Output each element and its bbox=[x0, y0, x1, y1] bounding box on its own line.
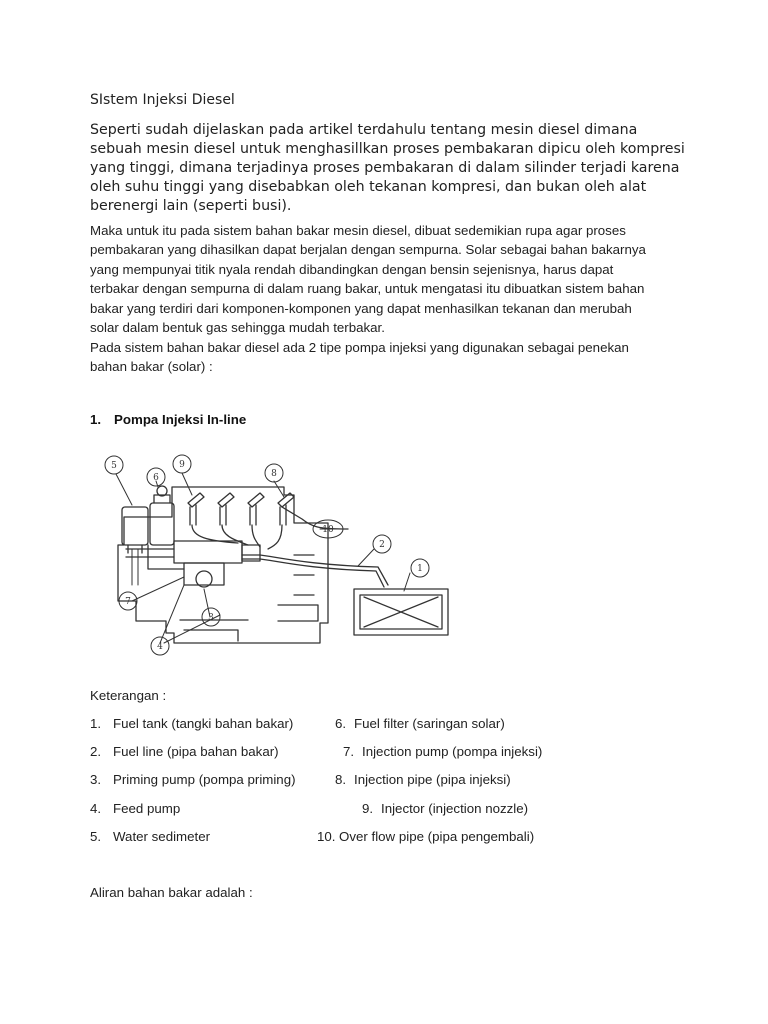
fuel-line bbox=[242, 507, 388, 587]
paragraph-fuel-system bbox=[90, 221, 670, 337]
injection-pump bbox=[126, 541, 260, 587]
paragraph-line: bahan bakar (solar) : bbox=[90, 359, 213, 375]
fuel-tank bbox=[354, 589, 448, 635]
callout-number: 4 bbox=[157, 642, 163, 652]
paragraph-line: yang mempunyai titik nyala rendah dibandingkan dengan bensin sejenisnya, harus dapat bbox=[90, 261, 614, 277]
legend-item: 9. Injector (injection nozzle) bbox=[362, 801, 529, 816]
callout-number: 7 bbox=[125, 597, 131, 607]
callout-number: 2 bbox=[379, 540, 385, 550]
paragraph-line: pembakaran yang dihasilkan dapat berjalan dengan sempurna. Solar sebagai bahan bakarnya bbox=[90, 242, 646, 258]
legend-item: 2. Fuel line (pipa bahan bakar) bbox=[90, 744, 279, 759]
legend-label: Keterangan : bbox=[90, 688, 167, 703]
paragraph-line: berenergi lain (seperti busi). bbox=[90, 198, 292, 214]
legend-item: 7. Injection pump (pompa injeksi) bbox=[343, 744, 543, 759]
legend-item: 5. Water sedimeter bbox=[90, 829, 211, 844]
paragraph-line: Maka untuk itu pada sistem bahan bakar mesin diesel, dibuat sedemikian rupa agar proses bbox=[90, 223, 626, 238]
paragraph-line: Seperti sudah dijelaskan pada artikel terdahulu tentang mesin diesel dimana bbox=[90, 122, 638, 138]
paragraph-line: yang tinggi, dimana terjadinya proses pembakaran di dalam silinder terjadi karena bbox=[90, 160, 680, 176]
filter-assembly bbox=[122, 486, 174, 553]
callout-number: 3 bbox=[208, 613, 214, 623]
paragraph-line: sebuah mesin diesel untuk menghasillkan proses pembakaran dipicu oleh kompresi bbox=[90, 141, 685, 157]
page-title: SIstem Injeksi Diesel bbox=[90, 92, 235, 108]
callout-number: 6 bbox=[153, 473, 159, 483]
paragraph-line: solar dalam bentuk gas sehingga mudah terbakar. bbox=[90, 320, 385, 336]
paragraph-line: bakar yang terdiri dari komponen-komponen yang dapat menhasilkan tekanan dan merubah bbox=[90, 300, 632, 316]
section-title: Pompa Injeksi In-line bbox=[114, 412, 247, 427]
paragraph-line: oleh suhu tinggi yang disebabkan oleh tekanan kompresi, dan bukan oleh alat bbox=[90, 179, 647, 195]
paragraph-line: terbakar dengan sempurna di dalam ruang bakar, untuk mengatasi itu dibuatkan sistem bahan bbox=[90, 281, 645, 297]
section-heading-inline-pump bbox=[90, 412, 246, 427]
callout-number: 10 bbox=[322, 525, 334, 535]
callout-number: 5 bbox=[111, 461, 117, 471]
paragraph-intro bbox=[90, 121, 685, 216]
callout-number: 1 bbox=[417, 564, 423, 574]
legend-item: 4. Feed pump bbox=[90, 801, 181, 816]
paragraph-line: Pada sistem bahan bakar diesel ada 2 tipe pompa injeksi yang digunakan sebagai penekan bbox=[90, 340, 629, 355]
injectors bbox=[188, 493, 294, 525]
callout-number: 8 bbox=[271, 469, 277, 479]
fuel-flow-label: Aliran bahan bakar adalah : bbox=[90, 885, 253, 900]
legend-item: 3. Priming pump (pompa priming) bbox=[90, 772, 296, 787]
legend-item: 8. Injection pipe (pipa injeksi) bbox=[335, 772, 511, 787]
paragraph-pump-types bbox=[90, 338, 670, 377]
callout-number: 9 bbox=[179, 460, 185, 470]
legend-item: 1. Fuel tank (tangki bahan bakar) bbox=[90, 716, 294, 731]
injection-pipes bbox=[192, 525, 282, 549]
section-number: 1. bbox=[90, 412, 102, 427]
legend-item: 10. Over flow pipe (pipa pengembali) bbox=[317, 829, 535, 844]
inline-injection-pump-diagram bbox=[88, 445, 470, 663]
callouts bbox=[105, 455, 429, 655]
legend-item: 6. Fuel filter (saringan solar) bbox=[335, 716, 505, 731]
